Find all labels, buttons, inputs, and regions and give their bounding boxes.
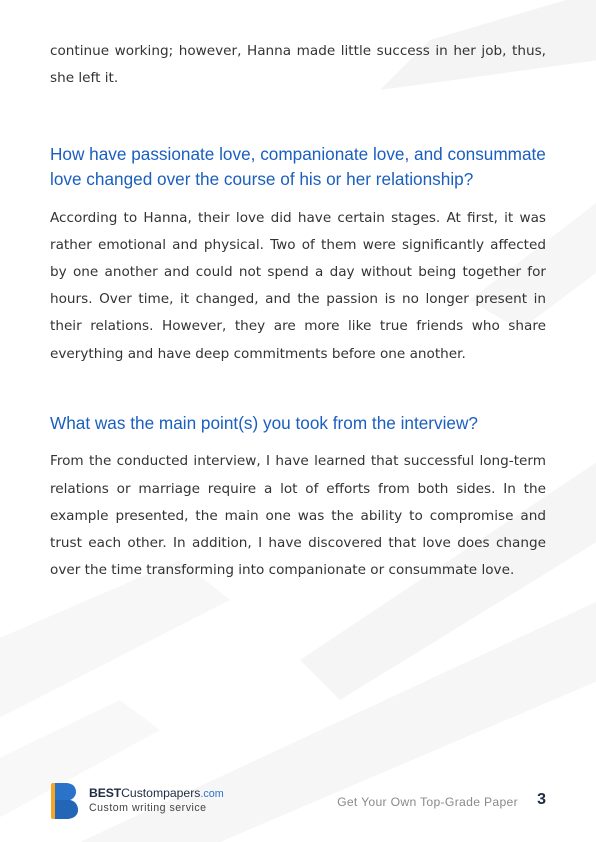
section-heading-love-changes: How have passionate love, companionate love, and consummate love changed over the course of his or her relationship?	[50, 144, 546, 189]
paragraph-continuation: continue working; however, Hanna made little success in her job, thus, she left it.	[50, 43, 546, 87]
document-body	[50, 38, 546, 584]
brand-name-bold: BEST	[89, 786, 122, 800]
brand-name[interactable]	[89, 786, 224, 801]
brand-block	[89, 786, 224, 815]
paragraph-interview-lessons: From the conducted interview, I have learned that successful long-term relations or marriage require a lot of efforts from both sides. In the example presented, the main one was the ability to compromise and trust each other. In addition, I have discovered that love does change over the time transforming into companionate or consummate love.	[50, 453, 546, 579]
paragraph-love-stages: According to Hanna, their love did have certain stages. At first, it was rather emotional and physical. Two of them were significantly affected by one another and could not spend a day without being together for hours. Over time, it changed, and the passion is no longer present in their relations. However, they are more like true friends who share everything and have deep commitments before one another.	[50, 209, 546, 362]
b-letter-logo-icon	[51, 783, 79, 819]
footer-cta-link[interactable]: Get Your Own Top-Grade Paper	[337, 795, 518, 809]
brand-tagline: Custom writing service	[89, 802, 207, 814]
page-footer	[0, 780, 596, 830]
section-heading-main-points: What was the main point(s) you took from the interview?	[50, 412, 478, 433]
brand-domain: .com	[200, 788, 224, 800]
page-number: 3	[537, 791, 546, 808]
brand-name-regular: Custompapers	[121, 786, 201, 800]
